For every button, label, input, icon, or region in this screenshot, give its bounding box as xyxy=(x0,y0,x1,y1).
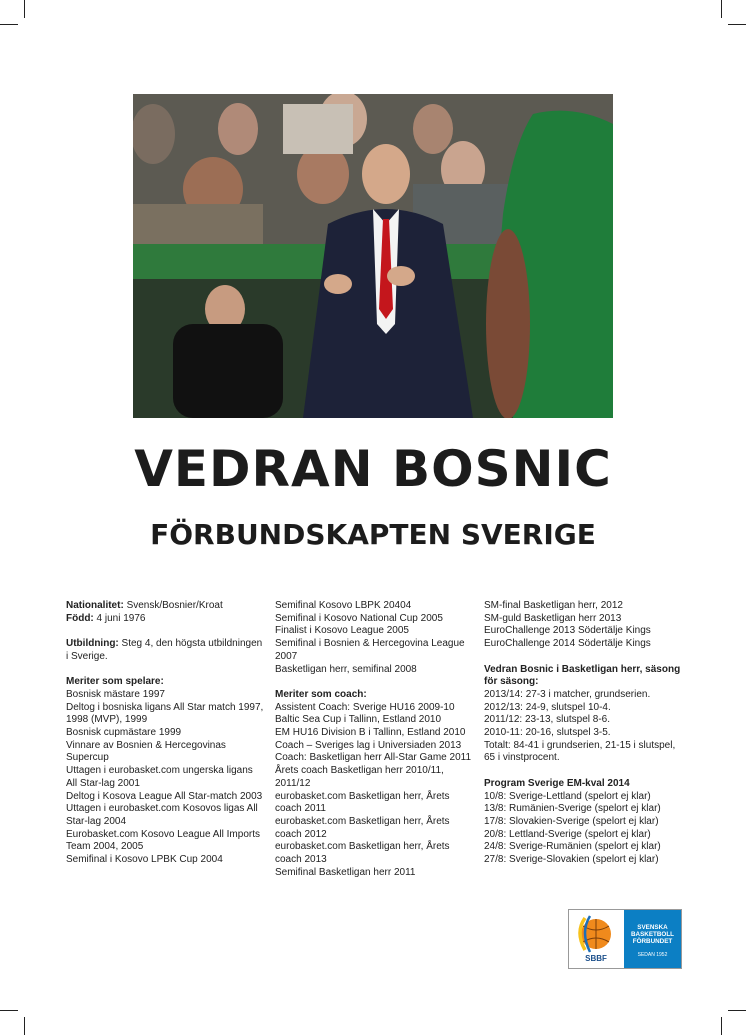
list-item: 2012/13: 24-9, slutspel 10-4. xyxy=(484,701,611,713)
list-item: Assistent Coach: Sverige HU16 2009-10 xyxy=(275,701,455,713)
person-name: VEDRAN BOSNIC xyxy=(134,440,612,498)
logo-since: SEDAN 1952 xyxy=(637,951,668,958)
list-item: 2013/14: 27-3 i matcher, grundserien. xyxy=(484,688,651,700)
list-item: Deltog i bosniska ligans All Star match 1997, 1998 (MVP), 1999 xyxy=(66,701,264,726)
list-item: Bosnisk mästare 1997 xyxy=(66,688,165,700)
logo-abbr: SBBF xyxy=(585,954,607,963)
list-item: 10/8: Sverige-Lettland (spelort ej klar) xyxy=(484,790,651,802)
list-item: eurobasket.com Basketligan herr, Årets coach 2012 xyxy=(275,815,450,840)
nationality-label: Nationalitet: xyxy=(66,600,124,611)
list-item: Uttagen i eurobasket.com Kosovos ligas All Star-lag 2004 xyxy=(66,803,258,827)
list-item: EuroChallenge 2014 Södertälje Kings xyxy=(484,638,651,650)
nationality-value: Svensk/Bosnier/Kroat xyxy=(126,600,223,611)
born-value: 4 juni 1976 xyxy=(96,612,146,624)
list-item: Deltog i Kosova League All Star-match 2003 xyxy=(66,790,263,802)
list-item: Coach – Sveriges lag i Universiaden 2013 xyxy=(275,739,462,751)
list-item: Baltic Sea Cup i Tallinn, Estland 2010 xyxy=(275,714,442,726)
list-item: Semifinal Kosovo LBPK 20404 xyxy=(275,600,412,611)
list-item: eurobasket.com Basketligan herr, Årets coach 2011 xyxy=(275,790,450,815)
logo-line3: FÖRBUNDET xyxy=(632,938,673,946)
list-item: Coach: Basketligan herr All-Star Game 2011 xyxy=(275,752,472,764)
list-item: 13/8: Rumänien-Sverige (spelort ej klar) xyxy=(484,803,661,815)
crop-mark xyxy=(728,1010,746,1011)
list-item: EM HU16 Division B i Tallinn, Estland 2010 xyxy=(275,727,466,739)
list-item: Semifinal Basketligan herr 2011 xyxy=(275,866,416,878)
crop-mark xyxy=(24,0,25,18)
list-item: SM-final Basketligan herr, 2012 xyxy=(484,600,623,611)
column-right xyxy=(484,600,684,867)
born-label: Född: xyxy=(66,612,94,624)
education-label: Utbildning: xyxy=(66,638,119,650)
list-item: 27/8: Sverige-Slovakien (spelort ej klar) xyxy=(484,854,659,866)
list-item: Semifinal i Bosnien & Hercegovina League 2007 xyxy=(275,638,465,662)
list-item: 2010-11: 20-16, slutspel 3-5. xyxy=(484,727,611,739)
list-item: Vinnare av Bosnien & Hercegovinas Supercup xyxy=(66,739,226,764)
crop-mark xyxy=(721,1017,722,1035)
list-item: Totalt: 84-41 i grundserien, 21-15 i slutspel, 65 i vinstprocent. xyxy=(484,739,676,764)
list-item: Finalist i Kosovo League 2005 xyxy=(275,625,409,637)
list-item: EuroChallenge 2013 Södertälje Kings xyxy=(484,625,651,637)
crop-mark xyxy=(728,24,746,25)
education-value: Steg 4, den högsta utbildningen i Sverige. xyxy=(66,638,263,662)
list-item: Eurobasket.com Kosovo League All Imports Team 2004, 2005 xyxy=(66,828,260,853)
column-left xyxy=(66,600,266,867)
column-middle xyxy=(275,600,475,879)
list-item: Uttagen i eurobasket.com ungerska ligans All Star-lag 2001 xyxy=(66,765,253,789)
list-item: Semifinal i Kosovo LPBK Cup 2004 xyxy=(66,854,223,866)
list-item: Basketligan herr, semifinal 2008 xyxy=(275,663,417,675)
logo-line2: BASKETBOLL xyxy=(630,931,675,939)
program-heading: Program Sverige EM-kval 2014 xyxy=(484,777,630,789)
person-title: FÖRBUNDSKAPTEN SVERIGE xyxy=(150,518,596,551)
sbbf-logo xyxy=(568,909,682,969)
list-item: Årets coach Basketligan herr 2010/11, 2011/12 xyxy=(275,765,444,789)
education-line xyxy=(66,638,266,663)
crop-mark xyxy=(0,1010,18,1011)
crop-mark xyxy=(0,24,18,25)
crop-mark xyxy=(721,0,722,18)
list-item: eurobasket.com Basketligan herr, Årets coach 2013 xyxy=(275,841,450,866)
coach-photo xyxy=(133,94,613,418)
coach-merits-heading: Meriter som coach: xyxy=(275,688,367,700)
born-line xyxy=(66,613,266,626)
nationality-line xyxy=(66,600,266,613)
list-item: 24/8: Sverige-Rumänien (spelort ej klar) xyxy=(484,841,661,853)
list-item: 20/8: Lettland-Sverige (spelort ej klar) xyxy=(484,828,651,840)
list-item: 2011/12: 23-13, slutspel 8-6. xyxy=(484,714,611,726)
list-item: Bosnisk cupmästare 1999 xyxy=(66,727,182,738)
list-item: Semifinal i Kosovo National Cup 2005 xyxy=(275,612,443,624)
player-merits-heading: Meriter som spelare: xyxy=(66,676,164,688)
logo-text-box xyxy=(624,910,681,968)
list-item: 17/8: Slovakien-Sverige (spelort ej klar) xyxy=(484,815,659,827)
crop-mark xyxy=(24,1017,25,1035)
season-heading: Vedran Bosnic i Basketligan herr, säsong för säsong: xyxy=(484,663,681,688)
logo-line1: SVENSKA xyxy=(637,924,668,931)
list-item: SM-guld Basketligan herr 2013 xyxy=(484,612,622,624)
